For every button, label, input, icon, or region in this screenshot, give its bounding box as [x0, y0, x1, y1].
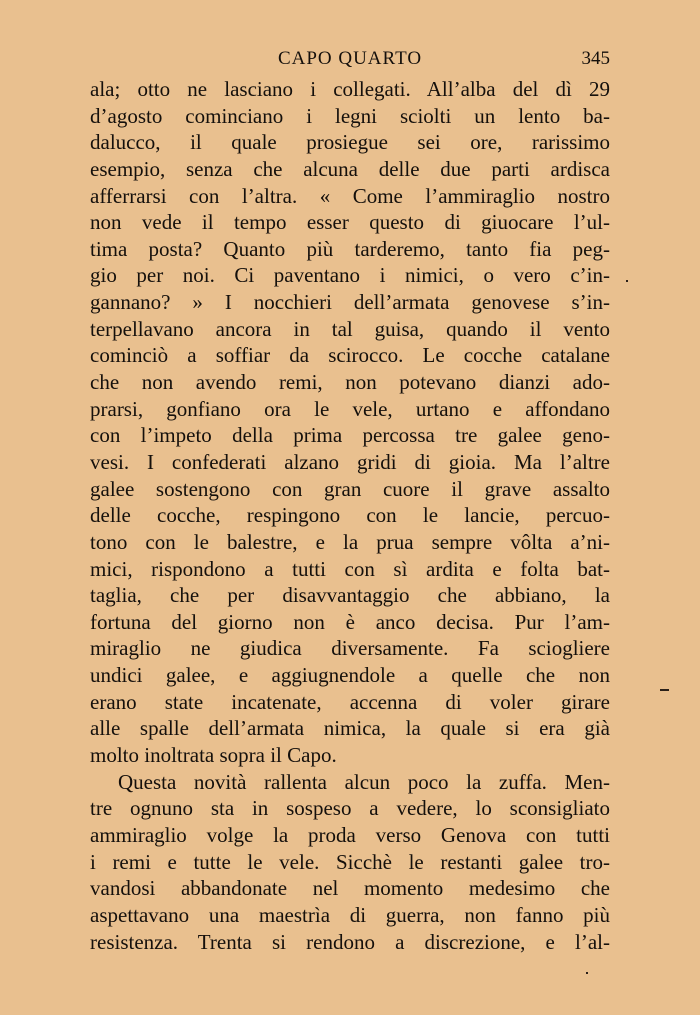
page-header	[90, 48, 610, 76]
text-line: galee sostengono con gran cuore il grave assalto	[90, 476, 610, 501]
text-line: gio per noi. Ci paventano i nimici, o vero c’in-	[90, 263, 610, 288]
text-line: dalucco, il quale prosiegue sei ore, rarissimo	[90, 130, 610, 155]
page-number: 345	[581, 48, 610, 69]
paragraph-end-line: molto inoltrata sopra il Capo.	[90, 743, 337, 768]
text-line: erano state incatenate, accenna di voler girare	[90, 689, 610, 714]
margin-dot	[586, 972, 588, 974]
text-line: i remi e tutte le vele. Sicchè le restanti galee tro-	[90, 849, 610, 874]
text-line: undici galee, e aggiugnendole a quelle che non	[90, 663, 610, 688]
text-line: miraglio ne giudica diversamente. Fa sciogliere	[90, 636, 610, 661]
text-line: vandosi abbandonate nel momento medesimo che	[90, 876, 610, 901]
text-line: tima posta? Quanto più tarderemo, tanto fia peg-	[90, 236, 610, 261]
text-line: afferrarsi con l’altra. « Come l’ammiraglio nostro	[90, 183, 610, 208]
text-line: tono con le balestre, e la prua sempre vôlta a’ni-	[90, 529, 610, 554]
text-line: con l’impeto della prima percossa tre galee geno-	[90, 423, 610, 448]
text-line: resistenza. Trenta si rendono a discrezione, e l’al-	[90, 929, 610, 954]
text-line: alle spalle dell’armata nimica, la quale si era già	[90, 716, 610, 741]
text-line: vesi. I confederati alzano gridi di gioia. Ma l’altre	[90, 449, 610, 474]
body-text	[90, 76, 610, 955]
text-line: delle cocche, respingono con le lancie, percuo-	[90, 503, 610, 528]
text-line: cominciò a soffiar da scirocco. Le cocche catalane	[90, 343, 610, 368]
text-line: gannano? » I nocchieri dell’armata genovese s’in-	[90, 290, 610, 315]
text-line: ala; otto ne lasciano i collegati. All’alba del dì 29	[90, 77, 610, 101]
text-line: d’agosto cominciano i legni sciolti un lento ba-	[90, 103, 610, 128]
text-line: tre ognuno sta in sospeso a vedere, lo sconsigliato	[90, 796, 610, 821]
text-line: ammiraglio volge la proda verso Genova con tutti	[90, 822, 610, 847]
text-line: non vede il tempo esser questo di giuocare l’ul-	[90, 210, 610, 235]
text-line: che non avendo remi, non potevano dianzi ado-	[90, 370, 610, 395]
margin-dot	[626, 280, 628, 282]
paragraph-start-line: Questa novità rallenta alcun poco la zuffa. Men-	[118, 769, 610, 794]
text-line: fortuna del giorno non è anco decisa. Pur l’am-	[90, 609, 610, 634]
running-head: CAPO QUARTO	[277, 48, 423, 69]
text-line: aspettavano una maestrìa di guerra, non fanno più	[90, 902, 610, 927]
text-line: taglia, che per disavvantaggio che abbiano, la	[90, 583, 610, 608]
text-line: terpellavano ancora in tal guisa, quando il vento	[90, 316, 610, 341]
text-line: esempio, senza che alcuna delle due parti ardisca	[90, 156, 610, 181]
text-line: prarsi, gonfiano ora le vele, urtano e affondano	[90, 396, 610, 421]
text-line: mici, rispondono a tutti con sì ardita e folta bat-	[90, 556, 610, 581]
margin-mark	[660, 689, 669, 691]
